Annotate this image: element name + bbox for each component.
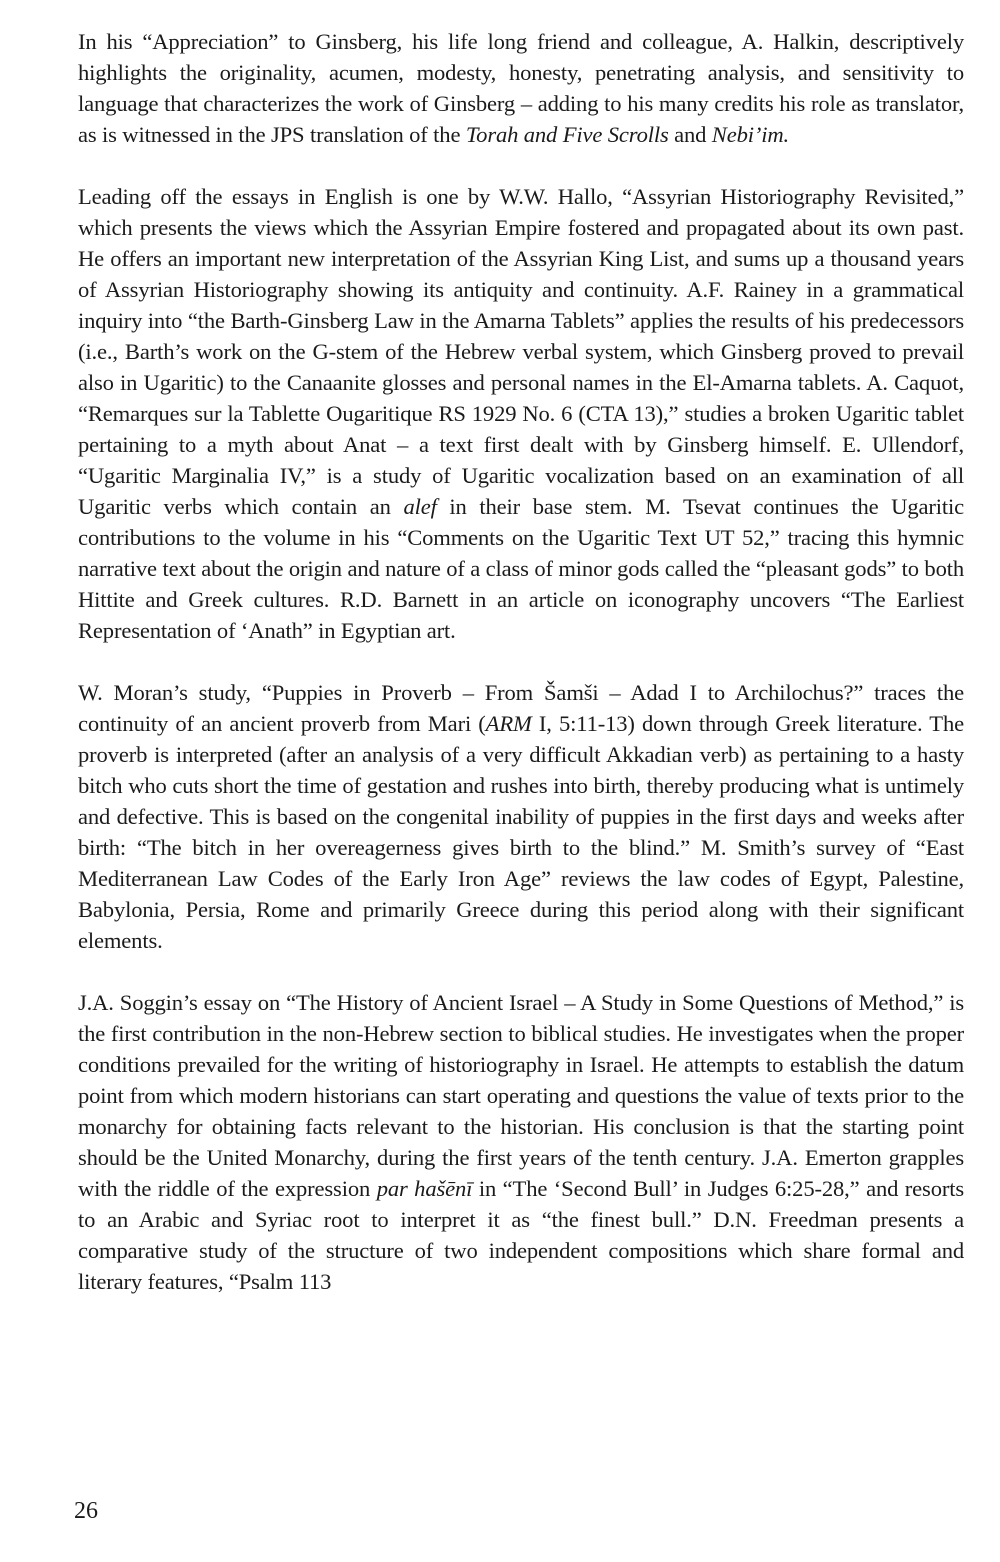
paragraph-moran-study [78,677,964,956]
page-number: 26 [74,1498,98,1524]
italic-term-par-haseni: par hašēnī [376,1176,473,1201]
text-segment: In his “Appreciation” to Ginsberg, his life long friend and colleague, A. Halkin, descriptively highlights the originality, acumen, modesty, honesty, penetrating analysis, and sensitivity to language that characterizes the work of Ginsberg – adding to his many credits his role as translator, as is witnessed in the JPS translation of the [78,29,964,147]
text-segment: in their base stem. M. Tsevat continues the Ugaritic contributions to the volume in his “Comments on the Ugaritic Text UT 52,” tracing this hymnic narrative text about the origin and nature of a class of minor gods called the “pleasant gods” to both Hittite and Greek cultures. R.D. Barnett in an article on iconography uncovers “The Earliest Representation of ‘Anath” in Egyptian art. [78,494,965,643]
italic-abbrev-arm: ARM [485,711,532,736]
text-segment: Leading off the essays in English is one by W.W. Hallo, “Assyrian Historiography Revisited,” which presents the views which the Assyrian Empire fostered and propagated about its own past. He offers an important new interpretation of the Assyrian King List, and sums up a thousand years of Assyrian Historiography showing its antiquity and continuity. A.F. Rainey in a grammatical inquiry into “the Barth-Ginsberg Law in the Amarna Tablets” applies the results of his predecessors (i.e., Barth’s work on the G-stem of the Hebrew verbal system, which Ginsberg proved to prevail also in Ugaritic) to the Canaanite glosses and personal names in the El-Amarna tablets. A. Caquot, “Remarques sur la Tablette Ougaritique RS 1929 No. 6 (CTA 13),” studies a broken Ugaritic tablet pertaining to a myth about Anat – a text first dealt with by Ginsberg himself. E. Ullendorf, “Ugaritic Marginalia IV,” is a study of Ugaritic vocalization based on an examination of all Ugaritic verbs which contain an [78,184,964,519]
text-segment: W. Moran’s study, “Puppies in Proverb – From Šamši – Adad I to Archilochus?” traces the continuity of an ancient proverb from Mari ( [78,680,964,736]
paragraph-english-essays [78,181,964,646]
text-segment: in “The ‘Second Bull’ in Judges 6:25-28,” and resorts to an Arabic and Syriac root to interpret it as “the finest bull.” D.N. Freedman presents a comparative study of the structure of two independent compositions which share formal and literary features, “Psalm 113 [78,1176,964,1294]
document-body [78,26,964,1328]
text-segment: I, 5:11-13) down through Greek literature. The proverb is interpreted (after an analysis of a very difficult Akkadian verb) as pertaining to a hasty bitch who cuts short the time of gestation and rushes into birth, thereby producing what is untimely and defective. This is based on the congenital inability of puppies in the first days and weeks after birth: “The bitch in her overeagerness gives birth to the blind.” M. Smith’s survey of “East Mediterranean Law Codes of the Early Iron Age” reviews the law codes of Egypt, Palestine, Babylonia, Persia, Rome and primarily Greece during this period along with their significant elements. [78,711,964,953]
paragraph-appreciation [78,26,964,150]
italic-term-alef: alef [403,494,437,519]
italic-title-torah: Torah and Five Scrolls [465,122,669,147]
text-segment: J.A. Soggin’s essay on “The History of Ancient Israel – A Study in Some Questions of Method,” is the first contribution in the non-Hebrew section to biblical studies. He investigates when the proper conditions prevailed for the writing of historiography in Israel. He attempts to establish the datum point from which modern historians can start operating and questions the value of texts prior to the monarchy for obtaining facts relevant to the historian. His conclusion is that the starting point should be the United Monarchy, during the first years of the tenth century. J.A. Emerton grapples with the riddle of the expression [78,990,964,1201]
italic-title-nebiim: Nebi’im. [711,122,790,147]
paragraph-soggin-essay [78,987,964,1297]
text-segment: and [668,122,712,147]
